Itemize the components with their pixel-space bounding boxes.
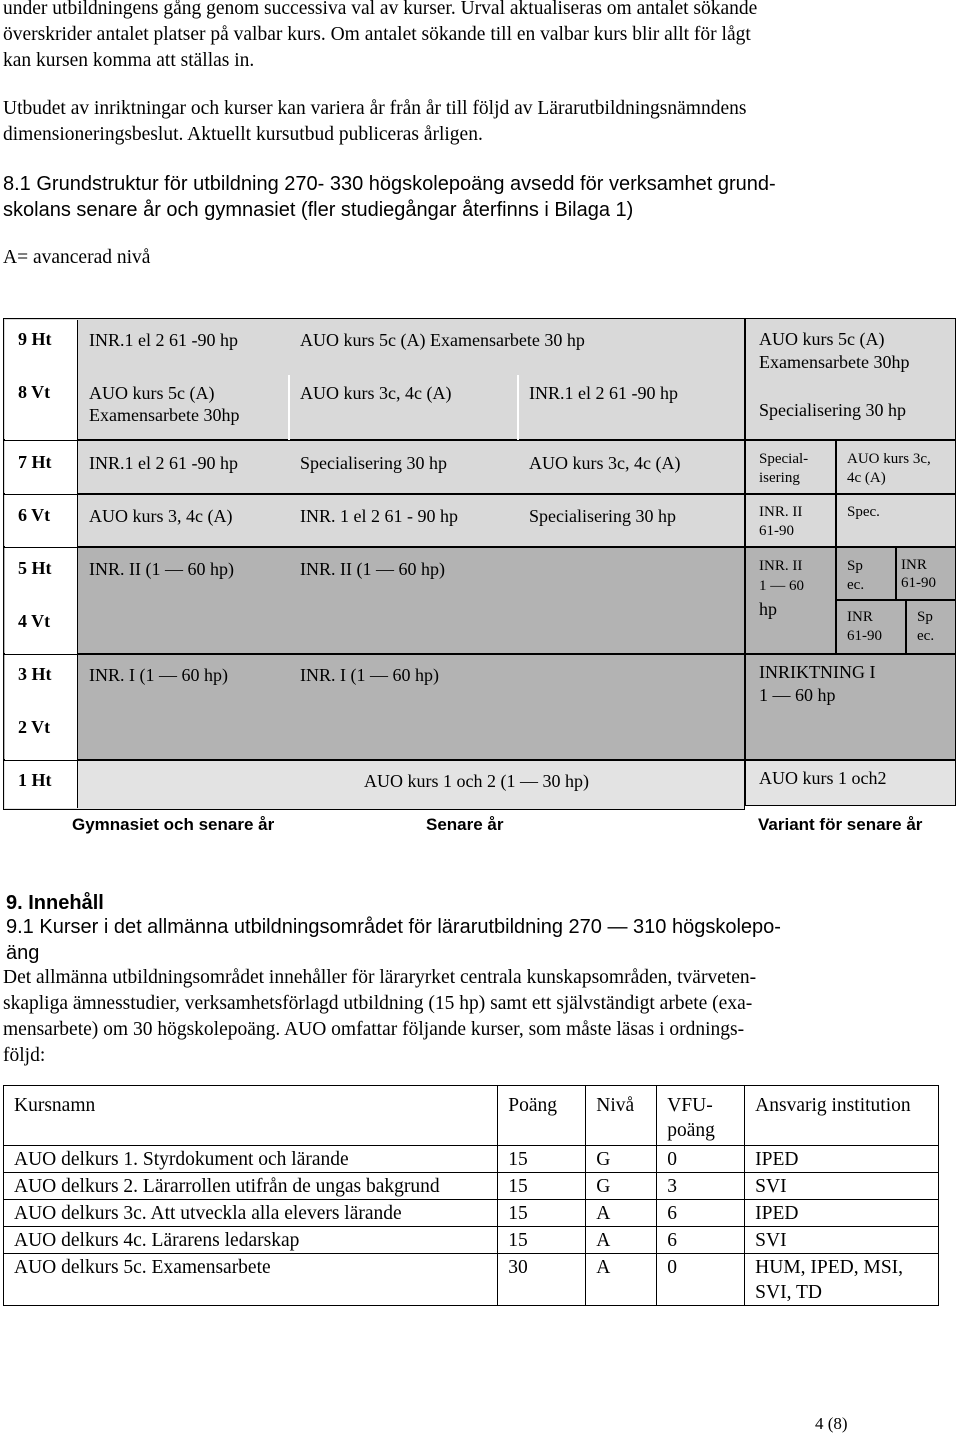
course-cell: Examensarbete 30hp bbox=[89, 405, 240, 425]
variant-cell: hp bbox=[759, 599, 777, 619]
course-cell: INR.1 el 2 61 -90 hp bbox=[529, 383, 678, 403]
intro-paragraph-1 bbox=[3, 0, 757, 74]
text-line: mensarbete) om 30 högskolepoäng. AUO omfattar följande kurser, som måste läsas i ordnings- bbox=[3, 1019, 745, 1040]
section-9-body bbox=[3, 965, 756, 1069]
course-cell: AUO kurs 1 och 2 (1 — 30 hp) bbox=[364, 771, 589, 791]
variant-cell: AUO kurs 3c, bbox=[847, 451, 931, 467]
table-cell: G bbox=[586, 1173, 657, 1200]
variant-cell: INR. II bbox=[759, 504, 803, 520]
table-cell: A bbox=[586, 1254, 657, 1306]
table-cell: 0 bbox=[657, 1146, 745, 1173]
course-cell: INR. II (1 — 60 hp) bbox=[300, 559, 445, 579]
heading-line: 9.1 Kurser i det allmänna utbildningsområdet för lärarutbildning 270 — 310 högskolepo- bbox=[6, 916, 781, 938]
heading-line: äng bbox=[6, 942, 40, 964]
term-divider bbox=[5, 494, 77, 495]
intro-paragraph-2 bbox=[3, 96, 746, 148]
variant-cell: INR bbox=[847, 609, 873, 625]
page-number: 4 (8) bbox=[815, 1414, 848, 1433]
table-cell: 15 bbox=[498, 1227, 586, 1254]
variant-cell: Spec. bbox=[847, 504, 880, 520]
table-cell: AUO delkurs 4c. Lärarens ledarskap bbox=[4, 1227, 498, 1254]
cell-divider bbox=[517, 375, 519, 440]
course-cell: INR. I (1 — 60 hp) bbox=[89, 665, 228, 685]
column-caption: Senare år bbox=[426, 815, 504, 834]
variant-cell: Special- bbox=[759, 451, 809, 467]
variant-cell: Sp bbox=[917, 609, 933, 625]
term-label: 4 Vt bbox=[18, 611, 51, 631]
term-label: 2 Vt bbox=[18, 717, 51, 737]
table-row bbox=[4, 1173, 939, 1200]
table-cell: AUO delkurs 2. Lärarrollen utifrån de ungas bakgrund bbox=[4, 1173, 498, 1200]
term-divider bbox=[5, 654, 77, 655]
term-divider bbox=[5, 547, 77, 548]
text-line: Utbudet av inriktningar och kurser kan variera år från år till följd av Lärarutbildningsnämndens bbox=[3, 98, 747, 119]
column-caption: Variant för senare år bbox=[758, 815, 923, 834]
course-cell: AUO kurs 3c, 4c (A) bbox=[300, 383, 452, 403]
term-label: 7 Ht bbox=[18, 452, 52, 472]
table-header-row bbox=[4, 1086, 939, 1146]
course-cell: AUO kurs 3, 4c (A) bbox=[89, 506, 233, 526]
variant-cell: ec. bbox=[847, 577, 865, 593]
heading-line: skolans senare år och gymnasiet (fler studiegångar återfinns i Bilaga 1) bbox=[3, 199, 634, 221]
table-row bbox=[4, 1146, 939, 1173]
variant-cell: 1 — 60 bbox=[759, 578, 804, 594]
variant-cell: 4c (A) bbox=[847, 470, 886, 486]
table-cell: 6 bbox=[657, 1200, 745, 1227]
table-cell: 3 bbox=[657, 1173, 745, 1200]
table-cell: 30 bbox=[498, 1254, 586, 1306]
table-cell: 0 bbox=[657, 1254, 745, 1306]
term-label: 6 Vt bbox=[18, 505, 51, 525]
table-cell: A bbox=[586, 1227, 657, 1254]
table-cell: A bbox=[586, 1200, 657, 1227]
variant-cell: AUO kurs 5c (A) bbox=[759, 329, 885, 349]
term-divider bbox=[5, 760, 77, 761]
section-heading-9: 9. Innehåll bbox=[6, 892, 104, 914]
table-cell: SVI bbox=[745, 1173, 939, 1200]
variant-cell: Examensarbete 30hp bbox=[759, 352, 910, 372]
term-label: 9 Ht bbox=[18, 329, 52, 349]
table-cell: AUO delkurs 1. Styrdokument och lärande bbox=[4, 1146, 498, 1173]
text-line: följd: bbox=[3, 1045, 46, 1066]
text-line: kan kursen komma att ställas in. bbox=[3, 50, 255, 71]
subsection-heading-9-1 bbox=[6, 914, 781, 966]
course-cell: Specialisering 30 hp bbox=[529, 506, 676, 526]
course-cell: INR. I (1 — 60 hp) bbox=[300, 665, 439, 685]
course-cell: INR.1 el 2 61 -90 hp bbox=[89, 453, 238, 473]
text-line: skapliga ämnesstudier, verksamhetsförlagd utbildning (15 hp) samt ett självständigt arbete (exa- bbox=[3, 993, 753, 1014]
text-line: Det allmänna utbildningsområdet innehåller för läraryrket centrala kunskapsområden, tvärveten- bbox=[3, 967, 757, 988]
table-cell: 6 bbox=[657, 1227, 745, 1254]
text-line: överskrider antalet platser på valbar kurs. Om antalet sökande till en valbar kurs blir allt för lågt bbox=[3, 24, 751, 45]
course-cell: INR. 1 el 2 61 - 90 hp bbox=[300, 506, 458, 526]
course-cell: AUO kurs 3c, 4c (A) bbox=[529, 453, 681, 473]
term-label: 8 Vt bbox=[18, 382, 51, 402]
column-header: Nivå bbox=[586, 1086, 657, 1146]
term-divider bbox=[5, 440, 77, 441]
variant-cell: 1 — 60 hp bbox=[759, 685, 836, 705]
text-line: dimensioneringsbeslut. Aktuellt kursutbud publiceras årligen. bbox=[3, 124, 483, 145]
variant-cell-54b bbox=[836, 547, 896, 600]
table-cell: 15 bbox=[498, 1200, 586, 1227]
table-cell: IPED bbox=[745, 1200, 939, 1227]
variant-cell: AUO kurs 1 och2 bbox=[759, 768, 887, 788]
term-label: 3 Ht bbox=[18, 664, 52, 684]
section-heading-8-1 bbox=[3, 171, 776, 223]
table-cell: G bbox=[586, 1146, 657, 1173]
table-cell: AUO delkurs 5c. Examensarbete bbox=[4, 1254, 498, 1306]
table-cell: SVI bbox=[745, 1227, 939, 1254]
table-cell: AUO delkurs 3c. Att utveckla alla elevers lärande bbox=[4, 1200, 498, 1227]
variant-cell: INR bbox=[901, 557, 927, 573]
variant-cell: 61-90 bbox=[847, 628, 882, 644]
course-cell: AUO kurs 5c (A) Examensarbete 30 hp bbox=[300, 330, 585, 350]
variant-cell: INRIKTNING I bbox=[759, 662, 876, 682]
variant-cell: 61-90 bbox=[759, 523, 794, 539]
heading-line: 8.1 Grundstruktur för utbildning 270- 330 högskolepoäng avsedd för verksamhet grund- bbox=[3, 173, 776, 195]
variant-cell: ec. bbox=[917, 628, 935, 644]
table-row bbox=[4, 1227, 939, 1254]
course-cell: INR. II (1 — 60 hp) bbox=[89, 559, 234, 579]
variant-cell: 61-90 bbox=[901, 575, 936, 591]
table-cell: 15 bbox=[498, 1146, 586, 1173]
term-label: 5 Ht bbox=[18, 558, 52, 578]
column-header: Poäng bbox=[498, 1086, 586, 1146]
table-cell: IPED bbox=[745, 1146, 939, 1173]
column-caption: Gymnasiet och senare år bbox=[72, 815, 275, 834]
cell-divider bbox=[288, 375, 290, 440]
course-cell: INR.1 el 2 61 -90 hp bbox=[89, 330, 238, 350]
term-label: 1 Ht bbox=[18, 770, 52, 790]
level-note: A= avancerad nivå bbox=[3, 247, 151, 268]
variant-cell: Sp bbox=[847, 558, 863, 574]
course-table bbox=[3, 1085, 939, 1306]
column-header: Ansvarig institution bbox=[745, 1086, 939, 1146]
column-header: VFU- poäng bbox=[657, 1086, 745, 1146]
variant-cell: INR. II bbox=[759, 558, 803, 574]
variant-cell: Specialisering 30 hp bbox=[759, 400, 906, 420]
course-cell: AUO kurs 5c (A) bbox=[89, 383, 215, 403]
column-header: Kursnamn bbox=[4, 1086, 498, 1146]
table-row bbox=[4, 1254, 939, 1306]
course-cell: Specialisering 30 hp bbox=[300, 453, 447, 473]
table-cell: HUM, IPED, MSI, SVI, TD bbox=[745, 1254, 939, 1306]
text-line: under utbildningens gång genom successiva val av kurser. Urval aktualiseras om antalet sökande bbox=[3, 0, 758, 19]
table-row bbox=[4, 1200, 939, 1227]
variant-cell: isering bbox=[759, 470, 800, 486]
table-cell: 15 bbox=[498, 1173, 586, 1200]
